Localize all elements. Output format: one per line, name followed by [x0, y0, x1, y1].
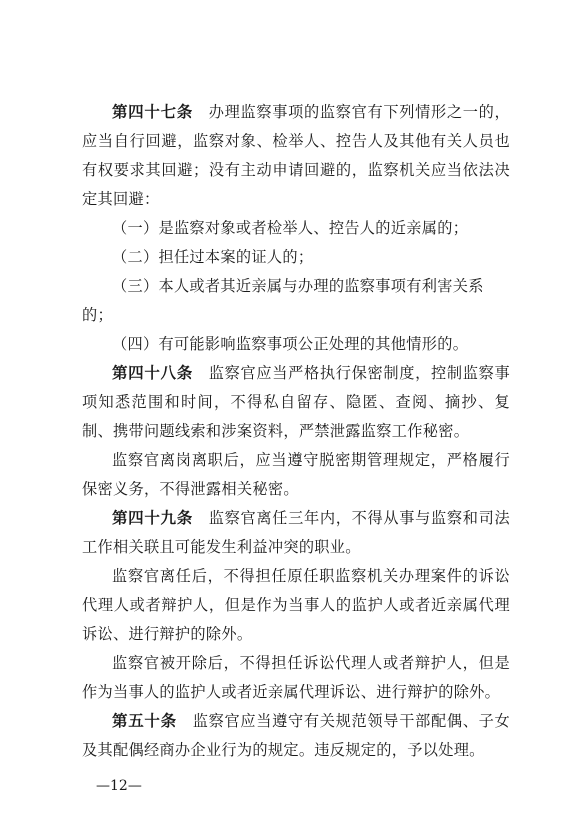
article-49-para-3: 监察官被开除后，不得担任诉讼代理人或者辩护人，但是作为当事人的监护人或者近亲属代理诉讼、进行辩护的除外。 [82, 654, 510, 701]
article-49-body: 监察官离任三年内，不得从事与监察和司法工作相关联且可能发生利益冲突的职业。 [82, 509, 510, 556]
article-47-item-3: （三）本人或者其近亲属与办理的监察事项有利害关系的； [82, 277, 484, 324]
article-47-item-2: （二）担任过本案的证人的； [112, 248, 314, 266]
article-47-item-4: （四）有可能影响监察事项公正处理的其他情形的。 [112, 335, 469, 353]
article-50-title: 第五十条 [112, 712, 177, 730]
article-47 [82, 98, 510, 214]
article-47-item-1: （一）是监察对象或者检举人、控告人的近亲属的； [112, 219, 469, 237]
article-49-title: 第四十九条 [112, 509, 193, 527]
article-47-body: 办理监察事项的监察官有下列情形之一的，应当自行回避，监察对象、检举人、控告人及其他有关人员也有权要求其回避；没有主动申请回避的，监察机关应当依法决定其回避： [82, 103, 510, 208]
article-50-body: 监察官应当遵守有关规范领导干部配偶、子女及其配偶经商办企业行为的规定。违反规定的，予以处理。 [82, 712, 510, 759]
page-number: —12— [96, 778, 142, 794]
document-body [82, 98, 510, 765]
article-47-title: 第四十七条 [112, 103, 193, 121]
article-50 [82, 707, 510, 765]
article-48-para-2: 监察官离岗离职后，应当遵守脱密期管理规定，严格履行保密义务，不得泄露相关秘密。 [82, 451, 510, 498]
article-48 [82, 359, 510, 446]
article-49-para-2: 监察官离任后，不得担任原任职监察机关办理案件的诉讼代理人或者辩护人，但是作为当事人的监护人或者近亲属代理诉讼、进行辩护的除外。 [82, 567, 510, 643]
article-49 [82, 504, 510, 562]
article-48-title: 第四十八条 [112, 364, 193, 382]
article-48-body: 监察官应当严格执行保密制度，控制监察事项知悉范围和时间，不得私自留存、隐匿、查阅、摘抄、复制、携带问题线索和涉案资料，严禁泄露监察工作秘密。 [82, 364, 510, 440]
